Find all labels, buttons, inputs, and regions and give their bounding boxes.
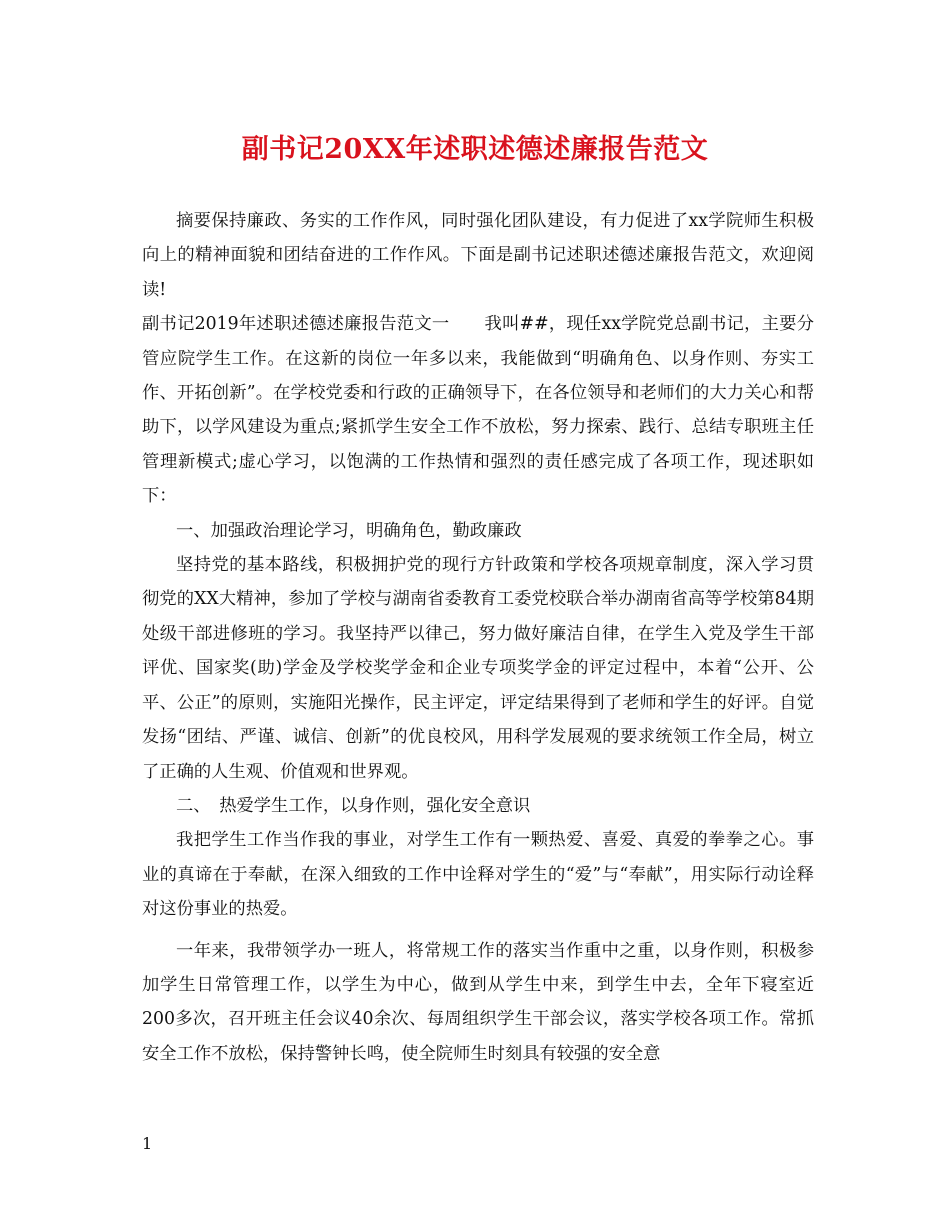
section-2-paragraph-1: 我把学生工作当作我的事业，对学生工作有一颗热爱、喜爱、真爱的拳拳之心。事业的真谛在于奉献，在深入细致的工作中诠释对学生的“爱”与“奉献”，用实际行动诠释对这份事业的热爱。: [142, 830, 814, 920]
section-heading-2: 二、 热爱学生工作，以身作则，强化安全意识: [176, 795, 531, 816]
section-1-paragraph: 坚持党的基本路线，积极拥护党的现行方针政策和学校各项规章制度，深入学习贯彻党的XX大精神，参加了学校与湖南省委教育工委党校联合举办湖南省高等学校第84期处级干部进修班的学习。我坚持严以律己，努力做好廉洁自律，在学生入党及学生干部评优、国家奖(助)学金及学校奖学金和企业专项奖学金的评定过程中，本着“公开、公平、公正”的原则，实施阳光操作，民主评定，评定结果得到了老师和学生的好评。自觉发扬“团结、严谨、诚信、创新”的优良校风，用科学发展观的要求统领工作全局，树立了正确的人生观、价值观和世界观。: [142, 555, 814, 782]
abstract-paragraph: 摘要保持廉政、务实的工作作风，同时强化团队建设，有力促进了xx学院师生积极向上的精神面貌和团结奋进的工作作风。下面是副书记述职述德述廉报告范文，欢迎阅读!: [142, 211, 814, 300]
document-body: [142, 204, 814, 1071]
report-intro-paragraph: 副书记2019年述职述德述廉报告范文一 我叫##，现任xx学院党总副书记，主要分管应院学生工作。在这新的岗位一年多以来，我能做到“明确角色、以身作则、夯实工作、开拓创新”。在学校党委和行政的正确领导下，在各位领导和老师们的大力关心和帮助下，以学风建设为重点;紧抓学生安全工作不放松，努力探索、践行、总结专职班主任管理新模式;虚心学习，以饱满的工作热情和强烈的责任感完成了各项工作，现述职如下：: [142, 314, 814, 507]
page-number: 1: [142, 1134, 153, 1153]
section-2-paragraph-2: 一年来，我带领学办一班人，将常规工作的落实当作重中之重，以身作则，积极参加学生日常管理工作，以学生为中心，做到从学生中来，到学生中去，全年下寝室近200多次，召开班主任会议40余次、每周组织学生干部会议，落实学校各项工作。常抓安全工作不放松，保持警钟长鸣，使全院师生时刻具有较强的安全意: [142, 940, 814, 1064]
section-heading-1: 一、加强政治理论学习，明确角色，勤政廉政: [176, 520, 522, 541]
paragraph-gap: [142, 927, 814, 934]
page-title: 副书记20XX年述职述德述廉报告范文: [241, 134, 709, 165]
